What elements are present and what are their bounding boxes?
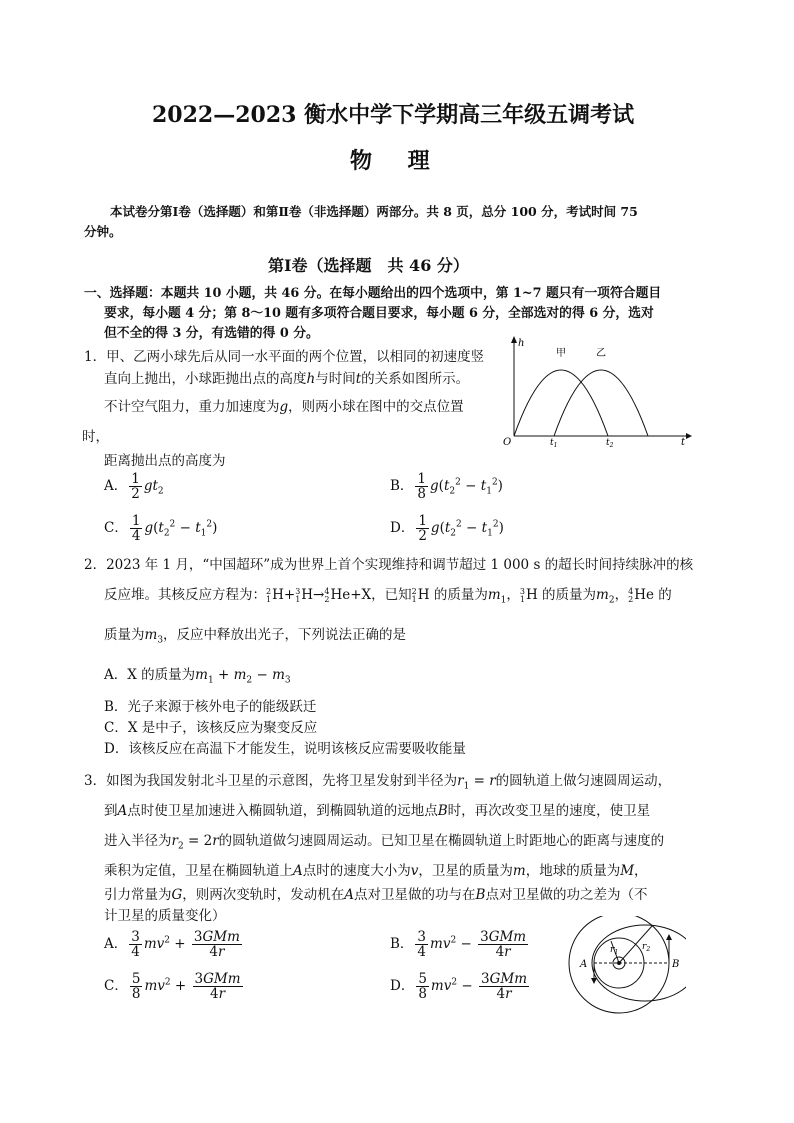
intro-line-2: 分钟。 [84,224,122,239]
h-axis-label: h [518,338,525,349]
subject-title: 物 理 [350,148,444,174]
intro-line-1: 本试卷分第Ⅰ卷（选择题）和第Ⅱ卷（非选择题）两部分。共 8 页，总分 100 分，考试时间 75 [110,204,638,219]
q3-option-c[interactable]: C． $\frac{5}{8}$ $mv^2$ + $\frac{\text{3GMm}}{4r}$ [104,971,241,1002]
r2-label: $r_2$ [642,942,651,953]
q2-option-a[interactable]: A．X 的质量为$m_1 + m_2 - m_3$ [104,667,291,686]
q3-option-a[interactable]: A． $\frac{3}{4}$ $mv^2$ + $\frac{\text{3GMm}}{4r}$ [104,929,240,960]
q3-line-1: 3．如图为我国发射北斗卫星的示意图，先将卫星发射到半径为$r_1 = r$的圆轨道上做匀速圆周运动， [84,773,672,792]
q1-option-c[interactable]: C． $\frac{1}{4}$ $g(t_2^2 - t_1^2)$ [104,513,218,544]
q3-option-b[interactable]: B． $\frac{3}{4}$ $mv^2$ − $\frac{\text{3GMm}}{4r}$ [390,929,527,960]
velocity-b-arrowhead [666,934,672,940]
t2-label: $t_2$ [606,438,614,449]
q1-option-a[interactable]: A． $\frac{1}{2}$ $gt_2$ [104,471,164,502]
q3-line-5: 引力常量为G，则两次变轨时，发动机在A点对卫星做的功与在B点对卫星做的功之差为（不 [104,887,648,903]
q3-option-d[interactable]: D． $\frac{5}{8}$ $mv^2$ − $\frac{\text{3GMm}}{4r}$ [390,971,528,1002]
section-title: 第Ⅰ卷（选择题 共 46 分） [268,256,469,275]
q2-option-c[interactable]: C．X 是中子，该核反应为聚变反应 [104,720,318,736]
curve-jia [514,370,608,436]
q1-height-time-graph [498,332,694,450]
q3-line-3: 进入半径为$r_2 = 2r$的圆轨道做匀速圆周运动。已知卫星在椭圆轨道上时距地心的距离与速度的 [104,833,665,852]
origin-label: O [503,437,512,448]
q1-line-2: 直向上抛出，小球距抛出点的高度h与时间t的关系如图所示。 [104,371,470,387]
section-instruction-3: 但不全的得 3 分，有选错的得 0 分。 [104,326,319,341]
q1-line-4: 时， [82,429,109,445]
r1-label: $r_1$ [610,945,619,956]
curve-jia-label: 甲 [556,348,566,359]
point-a-label: A [580,959,588,970]
q2-line-2: 反应堆。其核反应方程为： 2 1 H+ 3 1 H→ 4 2 He+X，已知 2 1 H 的质量为$m_1$， 3 1 H 的质量为$m_2$， 4 2 He 的 [104,586,672,606]
q3-line-4: 乘积为定值，卫星在椭圆轨道上A点时的速度大小为v，卫星的质量为m，地球的质量为M， [104,863,648,879]
q3-line-2: 到A点时使卫星加速进入椭圆轨道，到椭圆轨道的远地点B时，再次改变卫星的速度，使卫星 [104,803,651,819]
q2-option-b[interactable]: B．光子来源于核外电子的能级跃迁 [104,699,317,715]
t1-label: $t_1$ [550,438,558,449]
q2-line-1: 2．2023 年 1 月，“中国超环”成为世界上首个实现维持和调节超过 1 000 s 的超长时间持续脉冲的核 [84,557,694,573]
curve-yi-label: 乙 [596,348,606,359]
q1-line-3: 不计空气阻力，重力加速度为g，则两小球在图中的交点位置 [104,399,464,415]
section-instruction-2: 要求，每小题 4 分；第 8～10 题有多项符合题目要求，每小题 6 分，全部选对的得 6 分，选对 [104,306,654,321]
q1-option-d[interactable]: D． $\frac{1}{2}$ $g(t_2^2 - t_1^2)$ [390,513,504,544]
q1-line-1: 1．甲、乙两小球先后从同一水平面的两个位置，以相同的初速度竖 [84,349,485,365]
curve-yi [554,370,648,436]
q1-line-5: 距离抛出点的高度为 [104,453,226,469]
section-instruction-1: 一、选择题：本题共 10 小题，共 46 分。在每小题给出的四个选项中，第 1~7 题只有一项符合题目 [84,286,662,301]
q3-orbit-diagram [566,916,686,1016]
r2-line [619,926,652,963]
q1-option-b[interactable]: B． $\frac{1}{8}$ $g(t_2^2 - t_1^2)$ [390,471,503,502]
q2-option-d[interactable]: D．该核反应在高温下才能发生，说明该核反应需要吸收能量 [104,741,466,757]
t-axis-arrow [686,433,692,439]
exam-title: 2022—2023 衡水中学下学期高三年级五调考试 [152,102,635,128]
t-axis-label: t [681,437,686,448]
point-b-label: B [672,959,680,970]
q2-line-3: 质量为$m_3$，反应中释放出光子，下列说法正确的是 [104,627,407,646]
velocity-a-arrowhead [591,978,597,984]
h-axis-arrow [511,336,517,343]
q3-line-6: 计卫星的质量变化） [104,908,226,924]
